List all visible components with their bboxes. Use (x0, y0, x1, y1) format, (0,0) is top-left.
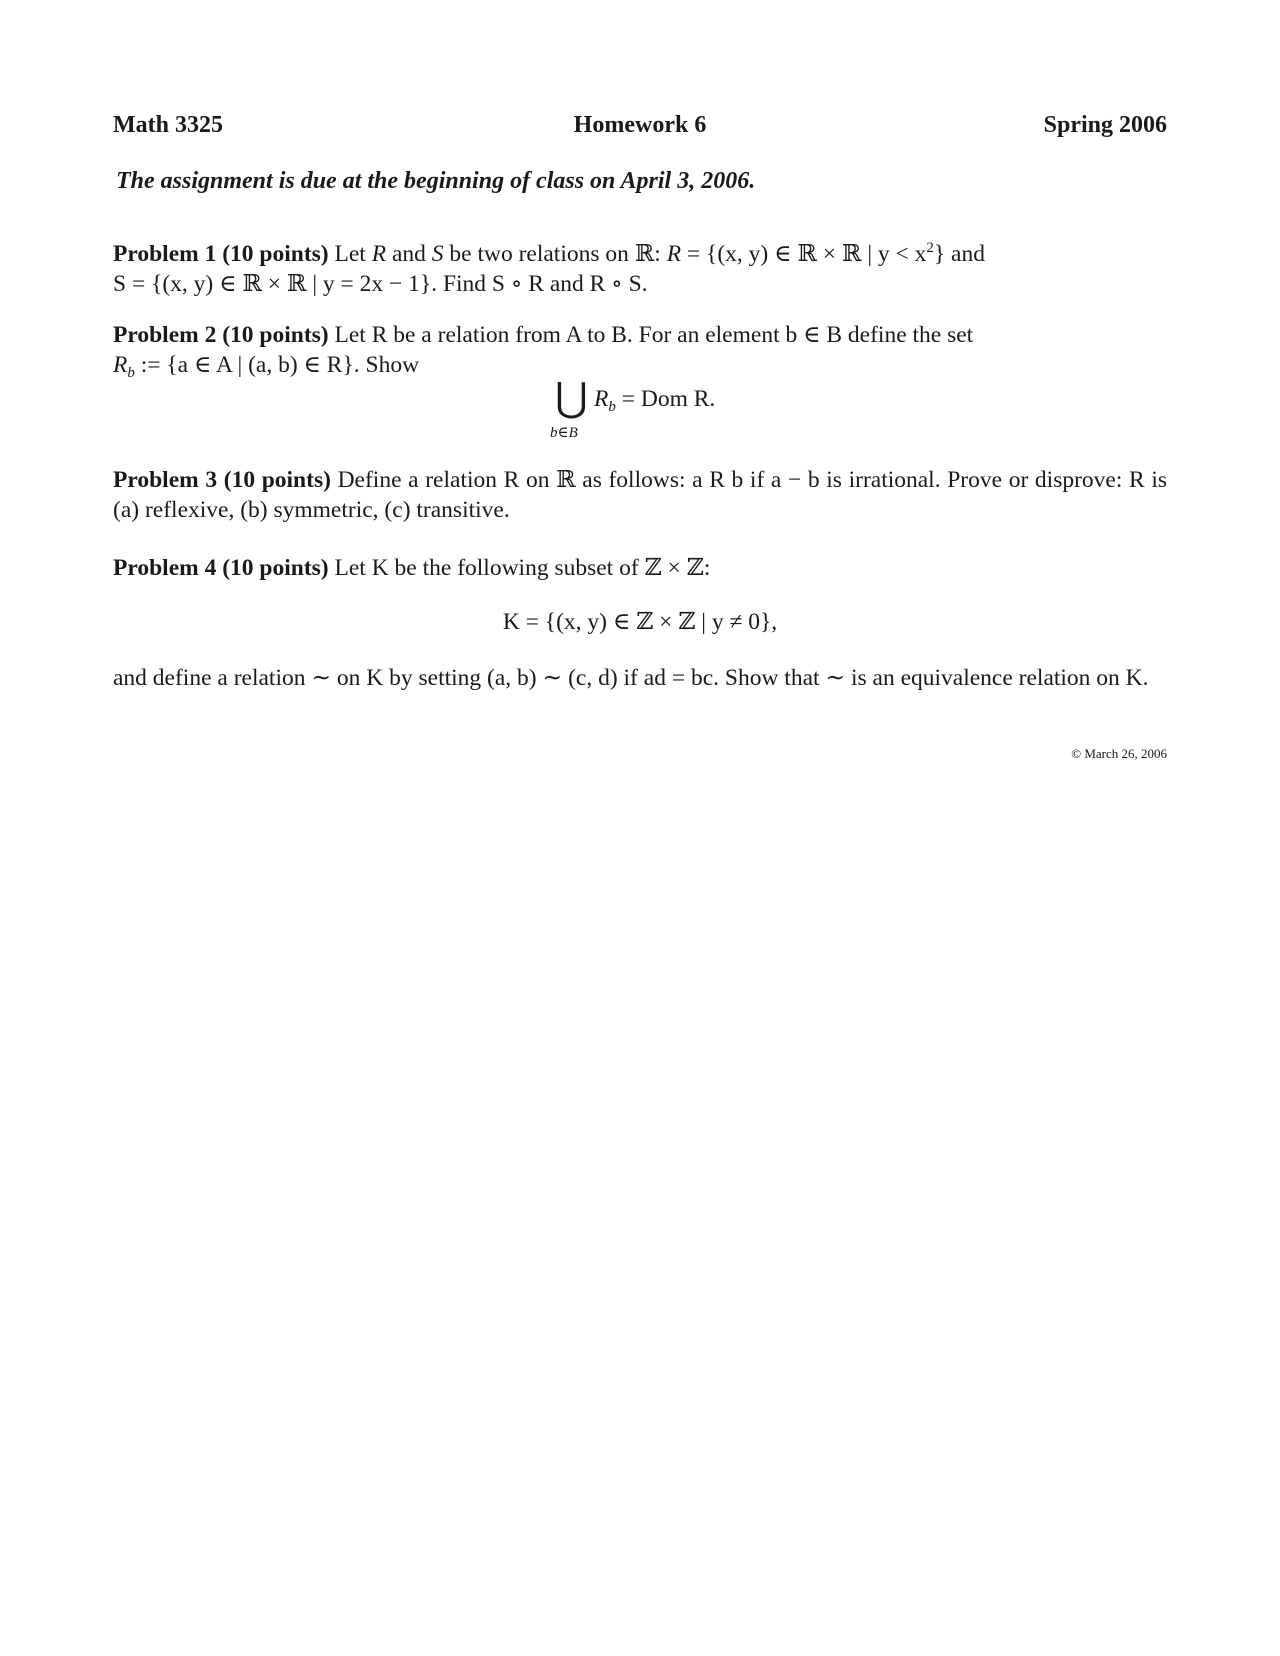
problem-2-rb-sub: b (127, 365, 135, 381)
big-union-symbol: ⋃ (555, 375, 588, 421)
problem-1-sup: 2 (926, 240, 934, 256)
problem-2-line-1: Let R be a relation from A to B. For an element b ∈ B define the set (334, 322, 974, 348)
page-header (113, 112, 1167, 146)
problem-1 (113, 233, 1167, 299)
problem-1-text-c: be two relations on ℝ: (443, 241, 667, 267)
problem-1-text-e: } and (933, 241, 985, 267)
course-name: Math 3325 (113, 112, 223, 138)
problem-1-line-2: S = {(x, y) ∈ ℝ × ℝ | y = 2x − 1}. Find S ∘ R and R ∘ S. (113, 271, 648, 297)
due-note: The assignment is due at the beginning of class on April 3, 2006. (116, 168, 756, 194)
union-equation (113, 375, 1167, 442)
union-rb-sub: b (608, 399, 616, 415)
problem-1-title: Problem 1 (10 points) (113, 241, 329, 267)
document-page (113, 0, 1167, 1656)
problem-4-text: Let K be the following subset of ℤ × ℤ: (334, 555, 711, 581)
problem-1-s: S (431, 241, 444, 267)
problem-2-rb: R (113, 352, 128, 378)
problem-2-line-2: := {a ∈ A | (a, b) ∈ R}. Show (134, 352, 420, 378)
union-rhs-text: = Dom R. (615, 386, 716, 412)
problem-1-text-d: = {(x, y) ∈ ℝ × ℝ | y < x (681, 241, 927, 267)
union-rb: R (594, 386, 609, 412)
term-label: Spring 2006 (1043, 112, 1167, 138)
problem-2 (113, 320, 1167, 388)
union-wrap (550, 375, 810, 442)
problem-4 (113, 553, 1167, 583)
problem-4-continued: and define a relation ∼ on K by setting (a, b) ∼ (c, d) if ad = bc. Show that ∼ is an equivalence relation on K. (113, 665, 1149, 691)
problem-1-text-b: and (386, 241, 432, 267)
union-index: b∈B (550, 425, 578, 441)
homework-title: Homework 6 (573, 112, 707, 138)
problem-4-title: Problem 4 (10 points) (113, 555, 329, 581)
problem-1-r: R (371, 241, 387, 267)
problem-1-r2: R (666, 241, 682, 267)
problem-3 (113, 465, 1167, 525)
problem-3-text: Define a relation R on ℝ as follows: a R b if a − b is irrational. Prove or disprove: R is (a) reflexive, (b) symmetric, (c) transitive. (113, 467, 1167, 523)
problem-1-text-a: Let (334, 241, 372, 267)
union-rhs (594, 386, 715, 416)
copyright-date: © March 26, 2006 (1071, 746, 1167, 761)
problem-3-title: Problem 3 (10 points) (113, 467, 331, 493)
problem-2-title: Problem 2 (10 points) (113, 322, 329, 348)
k-definition: K = {(x, y) ∈ ℤ × ℤ | y ≠ 0}, (502, 609, 778, 635)
